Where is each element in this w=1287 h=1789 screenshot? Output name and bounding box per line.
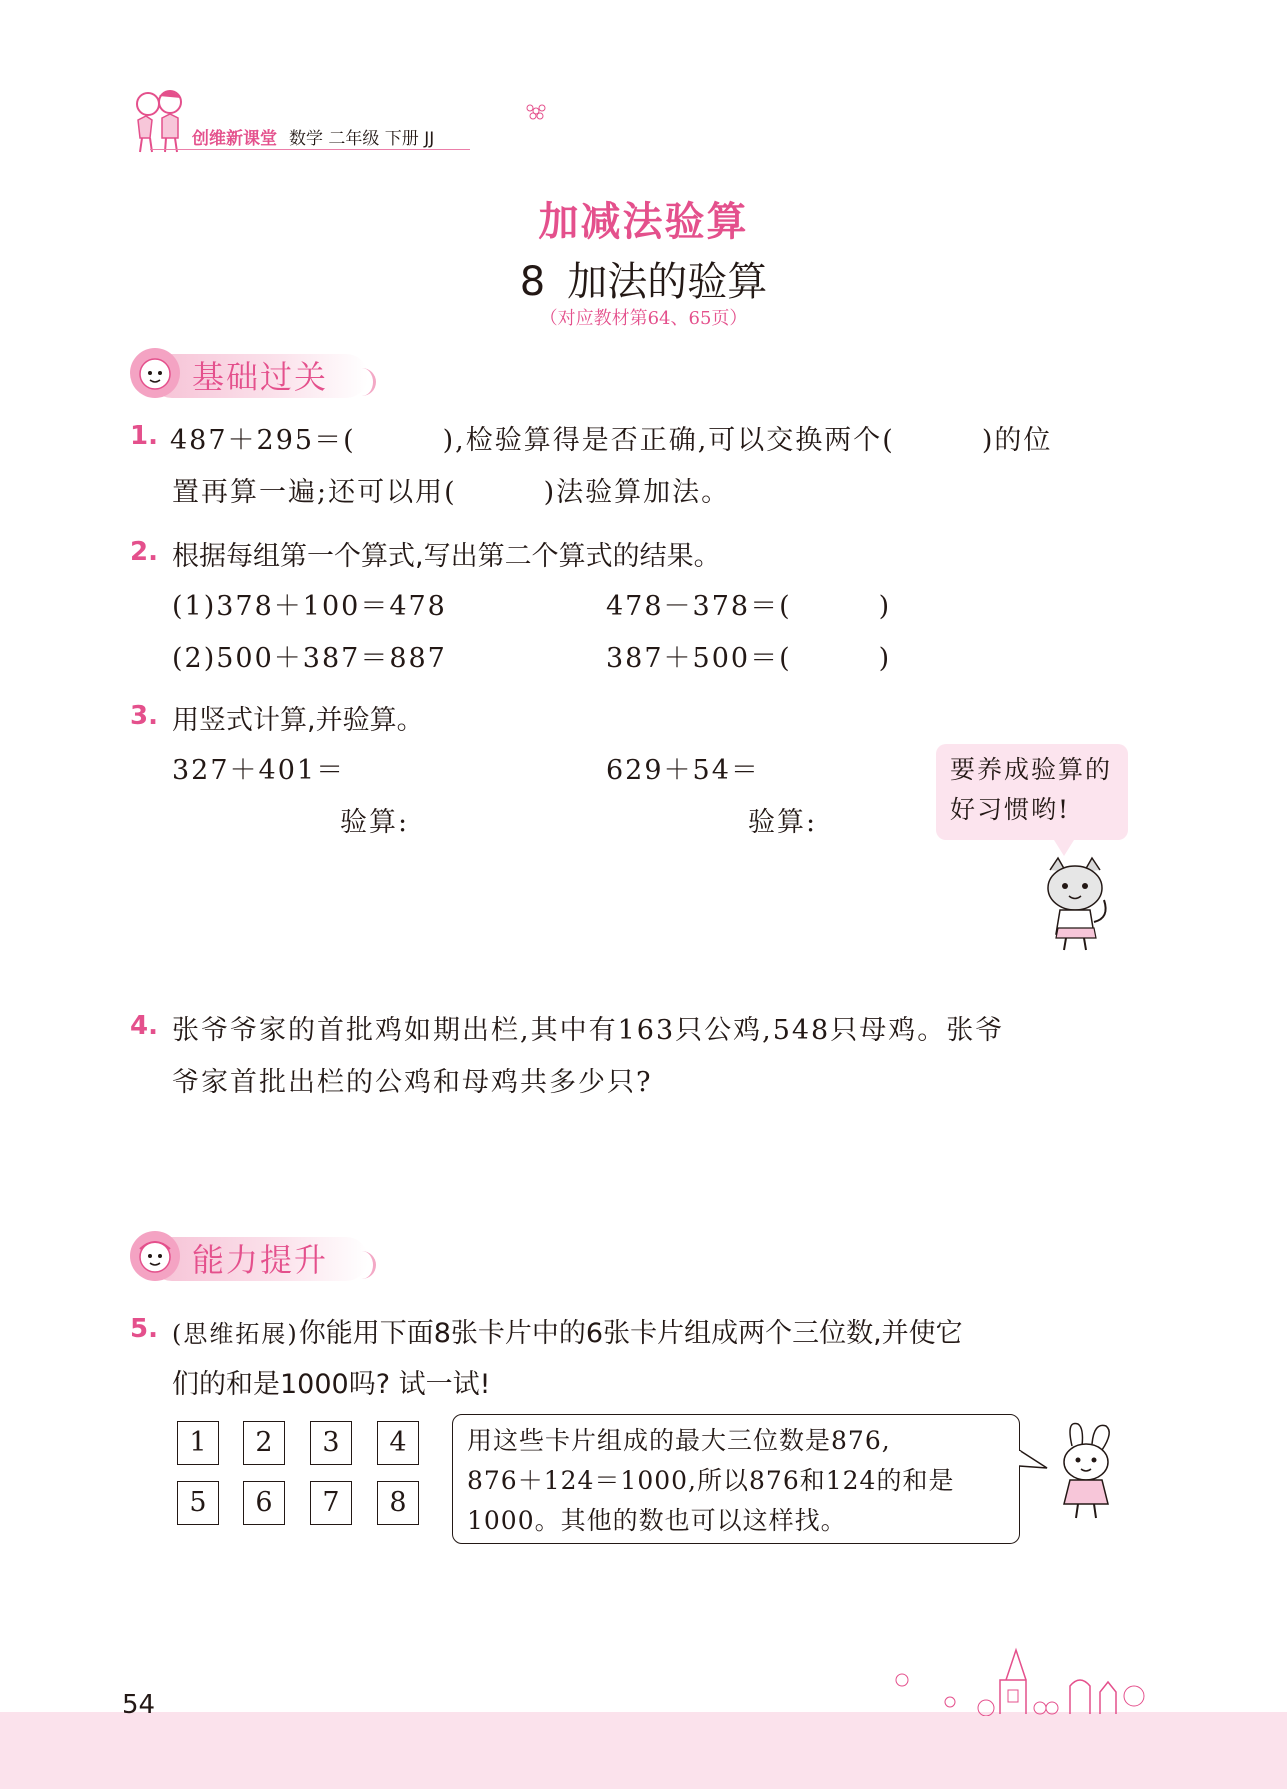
q2-row-1-given: (1)378＋100＝478 — [172, 591, 447, 622]
footer-band — [0, 1712, 1287, 1789]
header-kids-illustration — [128, 86, 190, 156]
question-5-line-2: 们的和是1000吗? 试一试! — [172, 1369, 491, 1400]
lesson-number: 8 — [519, 259, 546, 305]
number-card[interactable]: 7 — [310, 1481, 352, 1525]
number-card[interactable]: 1 — [177, 1421, 219, 1465]
banner-flourish — [354, 368, 376, 396]
question-2-prompt: 根据每组第一个算式,写出第二个算式的结果。 — [172, 541, 721, 572]
question-2-number: 2. — [130, 537, 158, 567]
hint-speech-bubble — [452, 1414, 1020, 1544]
lesson-name: 加法的验算 — [567, 259, 768, 305]
girl-mascot-icon — [128, 346, 182, 400]
castle-decoration-icon — [890, 1644, 1170, 1716]
question-5-number: 5. — [130, 1314, 158, 1344]
number-card[interactable]: 8 — [377, 1481, 419, 1525]
hint-line-1: 用这些卡片组成的最大三位数是876, — [467, 1426, 891, 1455]
hint-line-3: 1000。其他的数也可以这样找。 — [467, 1506, 847, 1535]
question-4-number: 4. — [130, 1011, 158, 1041]
q2-row-1-answer[interactable]: 478－378＝( ) — [606, 591, 892, 622]
number-card[interactable]: 6 — [243, 1481, 285, 1525]
rabbit-mascot-icon — [1048, 1420, 1126, 1524]
lesson-title — [0, 250, 1287, 307]
number-card[interactable]: 4 — [377, 1421, 419, 1465]
section-advanced-header — [128, 1229, 378, 1287]
question-1-line-1: 487＋295＝( ),检验算得是否正确,可以交换两个( )的位 — [170, 425, 1053, 456]
q3-check-1-label: 验算: — [340, 807, 410, 838]
question-5-prompt: 你能用下面8张卡片中的6张卡片组成两个三位数,并使它 — [298, 1318, 963, 1349]
question-4-line-1: 张爷爷家的首批鸡如期出栏,其中有163只公鸡,548只母鸡。张爷 — [172, 1015, 1005, 1046]
number-card[interactable]: 5 — [177, 1481, 219, 1525]
question-1-number: 1. — [130, 421, 158, 451]
q2-row-2-answer[interactable]: 387＋500＝( ) — [606, 643, 892, 674]
section-basic-header — [128, 346, 378, 404]
question-5-tag: (思维拓展) — [172, 1320, 299, 1348]
number-card[interactable]: 2 — [243, 1421, 285, 1465]
running-header — [192, 124, 434, 149]
question-4-line-2: 爷家首批出栏的公鸡和母鸡共多少只? — [172, 1067, 653, 1098]
q3-check-2-label: 验算: — [748, 807, 818, 838]
section-advanced-title: 能力提升 — [192, 1241, 329, 1279]
banner-flourish — [354, 1251, 376, 1279]
number-card[interactable]: 3 — [310, 1421, 352, 1465]
q3-expression-2[interactable]: 629＋54＝ — [606, 755, 760, 786]
boy-mascot-icon — [128, 1229, 182, 1283]
section-basic-title: 基础过关 — [192, 358, 329, 396]
page-number: 54 — [122, 1690, 156, 1720]
hint-line-2: 876＋124＝1000,所以876和124的和是 — [467, 1466, 955, 1495]
header-subject: 数学 二年级 下册 JJ — [289, 129, 435, 149]
header-rule — [150, 149, 470, 150]
tip-line-2: 好习惯哟! — [950, 795, 1071, 824]
question-5-line-1 — [172, 1311, 963, 1350]
question-3-prompt: 用竖式计算,并验算。 — [172, 705, 424, 736]
question-1-line-2: 置再算一遍;还可以用( )法验算加法。 — [172, 477, 731, 508]
bubble-tail — [1019, 1446, 1049, 1474]
tip-speech-bubble — [936, 744, 1128, 840]
header-brand: 创维新课堂 — [192, 129, 277, 149]
q2-row-2-given: (2)500＋387＝887 — [172, 643, 447, 674]
question-3-number: 3. — [130, 701, 158, 731]
unit-title: 加减法验算 — [538, 199, 749, 245]
cat-mascot-icon — [1036, 856, 1114, 952]
textbook-reference: （对应教材第64、65页） — [539, 308, 748, 329]
q3-expression-1[interactable]: 327＋401＝ — [172, 755, 346, 786]
flower-icon — [524, 100, 548, 122]
tip-line-1: 要养成验算的 — [950, 755, 1113, 784]
